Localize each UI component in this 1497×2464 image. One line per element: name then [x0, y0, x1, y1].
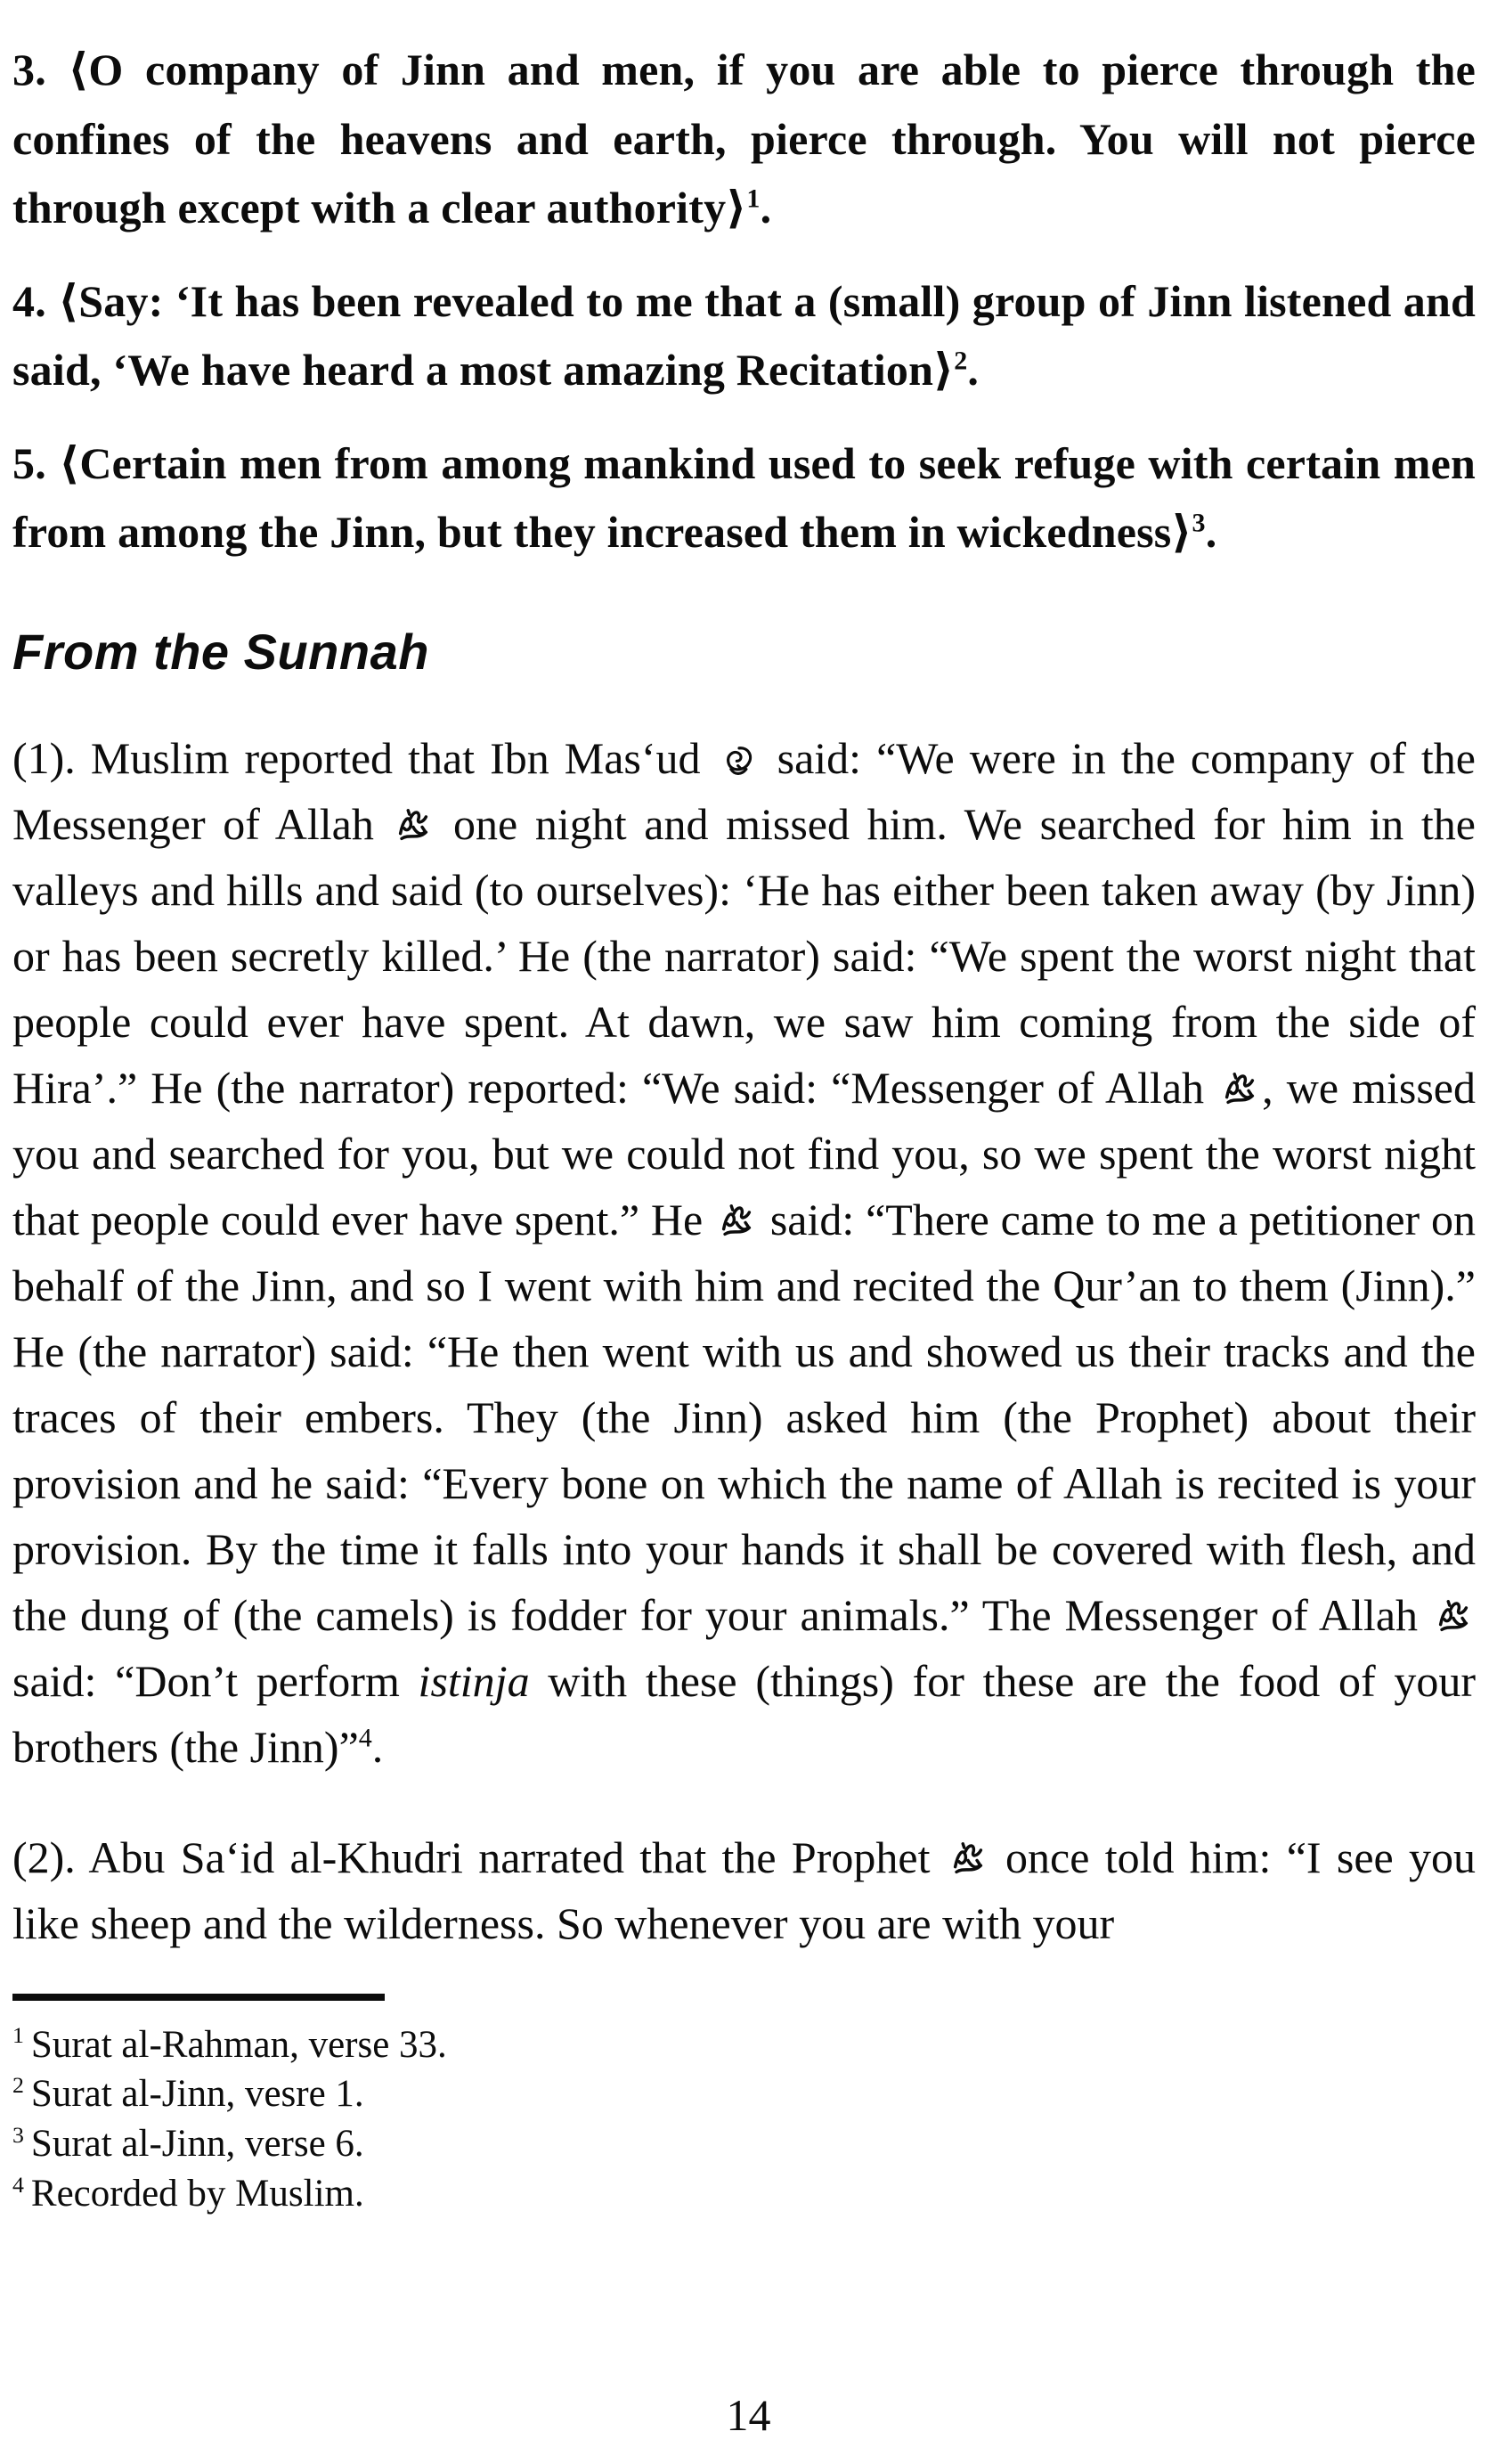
footnote-number: 1: [12, 2022, 24, 2049]
prophet-honorific-icon: [393, 804, 434, 847]
footnote-item: $^2$ Surat al-Jinn, vesre 1.: [12, 2072, 364, 2116]
quran-verse-paragraph: 3. ⟨O company of Jinn and men, if you are able to pierce through the confines of the heavens and earth, pierce through. You will not pierce through except with a clear authority⟩$^1$.: [12, 45, 1476, 233]
companion-honorific-icon: [718, 741, 761, 779]
footnote-item: $^4$ Recorded by Muslim.: [12, 2171, 364, 2215]
footnote-item: $^3$ Surat al-Jinn, verse 6.: [12, 2121, 364, 2166]
footnote-marker: 1: [746, 184, 761, 214]
footnote-marker: 4: [358, 1722, 372, 1752]
prophet-honorific-icon: [1219, 1068, 1260, 1111]
footnote-separator: [12, 1994, 385, 2001]
footnote-number: 2: [12, 2072, 24, 2099]
footnote-marker: 2: [954, 346, 968, 376]
footnotes-section: [12, 2020, 1476, 2220]
quran-verse-paragraph: 4. ⟨Say: ‘It has been revealed to me that a (small) group of Jinn listened and said, ‘We have heard a most amazing Recitation⟩$^2$.: [12, 275, 1476, 395]
prophet-honorific-icon: [948, 1838, 989, 1881]
hadith-paragraph: (1). Muslim reported that Ibn Mas‘ud said: “We were in the company of the Messenger of Allah one night and missed him. We searched for him in the valleys and hills and said (to ourselves): ‘He has either been taken away (by Jinn) or has been secretly killed.’ He (the narrator) said: “We spent the worst night that people could ever have spent. At dawn, we saw him coming from the side of Hira’.” He (the narrator) reported: “We said: “Messenger of Allah , we missed you and searched for you, but we could not find you, so we spent the worst night that people could ever have spent.” He said: “There came to me a petitioner on behalf of the Jinn, and so I went with him and recited the Qur’an to them (Jinn).” He (the narrator) said: “He then went with us and showed us their tracks and the traces of their embers. They (the Jinn) asked him (the Prophet) about their provision and he said: “Every bone on which the name of Allah is recited is your provision. By the time it falls into your hands it shall be covered with flesh, and the dung of (the camels) is fodder for your animals.” The Messenger of Allah said: “Don’t perform istinja with these (things) for these are the food of your brothers (the Jinn)”$^4$.: [12, 732, 1477, 1772]
footnote-number: 3: [12, 2121, 24, 2148]
hadith-section: [12, 725, 1476, 1956]
prophet-honorific-icon: [716, 1200, 757, 1243]
footnote-number: 4: [12, 2171, 24, 2198]
footnote-marker: 3: [1192, 508, 1206, 538]
section-heading: From the Sunnah: [12, 623, 429, 680]
italic-term: istinja: [418, 1655, 530, 1706]
hadith-paragraph: (2). Abu Sa‘id al-Khudri narrated that the Prophet once told him: “I see you like sheep and the wilderness. So whenever you are with your: [12, 1832, 1476, 1948]
quran-verses-section: [12, 36, 1476, 567]
page-number: 14: [726, 2390, 771, 2440]
prophet-honorific-icon: [1433, 1595, 1474, 1638]
quran-verse-paragraph: 5. ⟨Certain men from among mankind used to seek refuge with certain men from among the Jinn, but they increased them in wickedness⟩$^3$.: [12, 437, 1476, 557]
footnote-item: $^1$ Surat al-Rahman, verse 33.: [12, 2022, 447, 2066]
